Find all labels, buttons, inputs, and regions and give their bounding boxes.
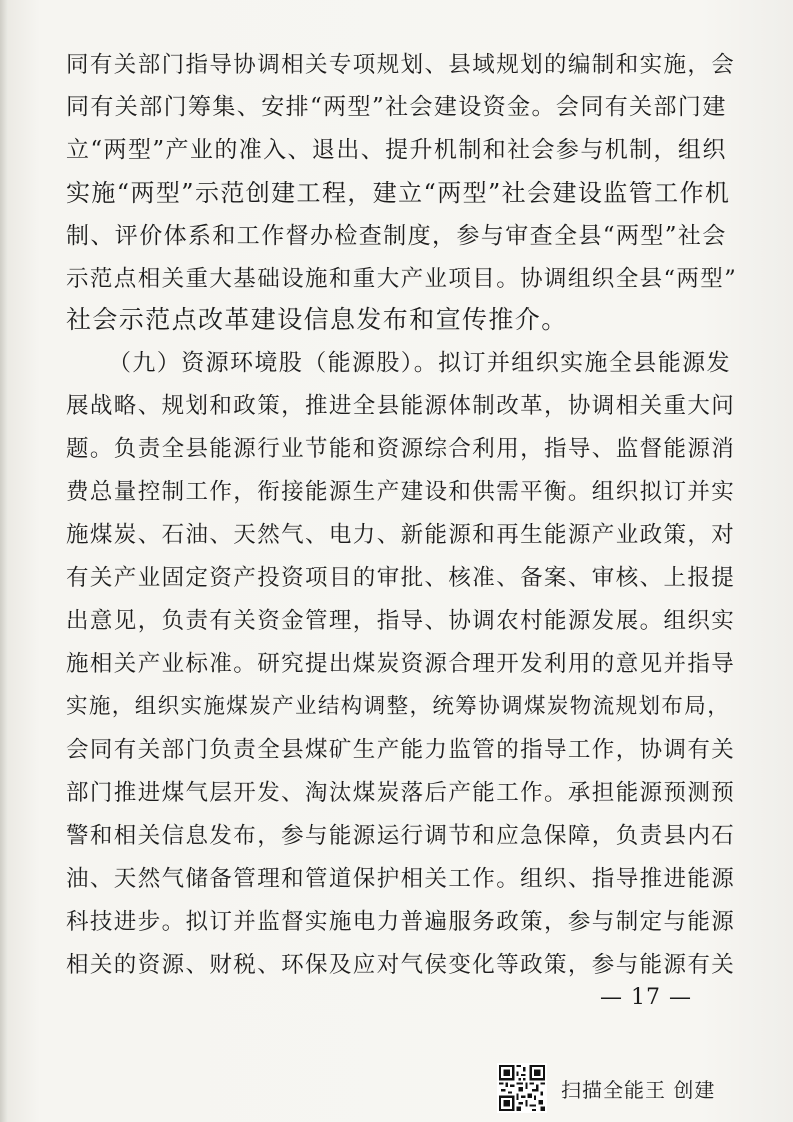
text-line: 施相关产业标准。研究提出煤炭资源合理开发利用的意见并指导 — [66, 651, 736, 677]
text-line: 油、天然气储备管理和管道保护相关工作。组织、指导推进能源 — [66, 866, 736, 892]
binding-edge — [0, 0, 8, 1122]
text-line: 相关的资源、财税、环保及应对气侯变化等政策，参与能源有关 — [66, 952, 736, 978]
text-line: 社会示范点改革建设信息发布和宣传推介。 — [66, 305, 568, 334]
text-line: 实施“两型”示范创建工程，建立“两型”社会建设监管工作机 — [66, 179, 731, 207]
text-line: 展战略、规划和政策，推进全县能源体制改革，协调相关重大问 — [66, 393, 736, 419]
scanner-watermark-label: 扫描全能王 创建 — [561, 1077, 716, 1102]
text-line: 立“两型”产业的准入、退出、提升机制和社会参与机制，组织 — [66, 137, 727, 163]
text-line: 费总量控制工作，衔接能源生产建设和供需平衡。组织拟订并实 — [66, 479, 736, 505]
text-line: 警和相关信息发布，参与能源运行调节和应急保障，负责县内石 — [66, 823, 736, 849]
text-line: 同有关部门指导协调相关专项规划、县域规划的编制和实施，会 — [66, 52, 736, 78]
text-line: 施煤炭、石油、天然气、电力、新能源和再生能源产业政策，对 — [66, 522, 736, 548]
text-line: 科技进步。拟订并监督实施电力普遍服务政策，参与制定与能源 — [66, 909, 736, 935]
text-line: 有关产业固定资产投资项目的审批、核准、备案、审核、上报提 — [66, 565, 736, 591]
text-line: 示范点相关重大基础设施和重大产业项目。协调组织全县“两型” — [66, 266, 738, 292]
text-line: 制、评价体系和工作督办检查制度，参与审查全县“两型”社会 — [66, 223, 727, 249]
scanner-watermark — [497, 1062, 715, 1114]
qr-code-icon — [497, 1063, 547, 1113]
text-line: 出意见，负责有关资金管理，指导、协调农村能源发展。组织实 — [66, 608, 736, 634]
text-line: 同有关部门筹集、安排“两型”社会建设资金。会同有关部门建 — [66, 94, 727, 120]
text-line: 题。负责全县能源行业节能和资源综合利用，指导、监督能源消 — [66, 436, 736, 462]
text-line: 会同有关部门负责全县煤矿生产能力监管的指导工作，协调有关 — [66, 737, 736, 763]
text-line: 部门推进煤气层开发、淘汰煤炭落后产能工作。承担能源预测预 — [66, 780, 736, 806]
page-number: — 17 — — [600, 985, 692, 1010]
text-line: 实施，组织实施煤炭产业结构调整，统筹协调煤炭物流规划布局， — [66, 694, 731, 719]
section-heading-line: （九）资源环境股（能源股）。拟订并组织实施全县能源发 — [108, 350, 731, 376]
